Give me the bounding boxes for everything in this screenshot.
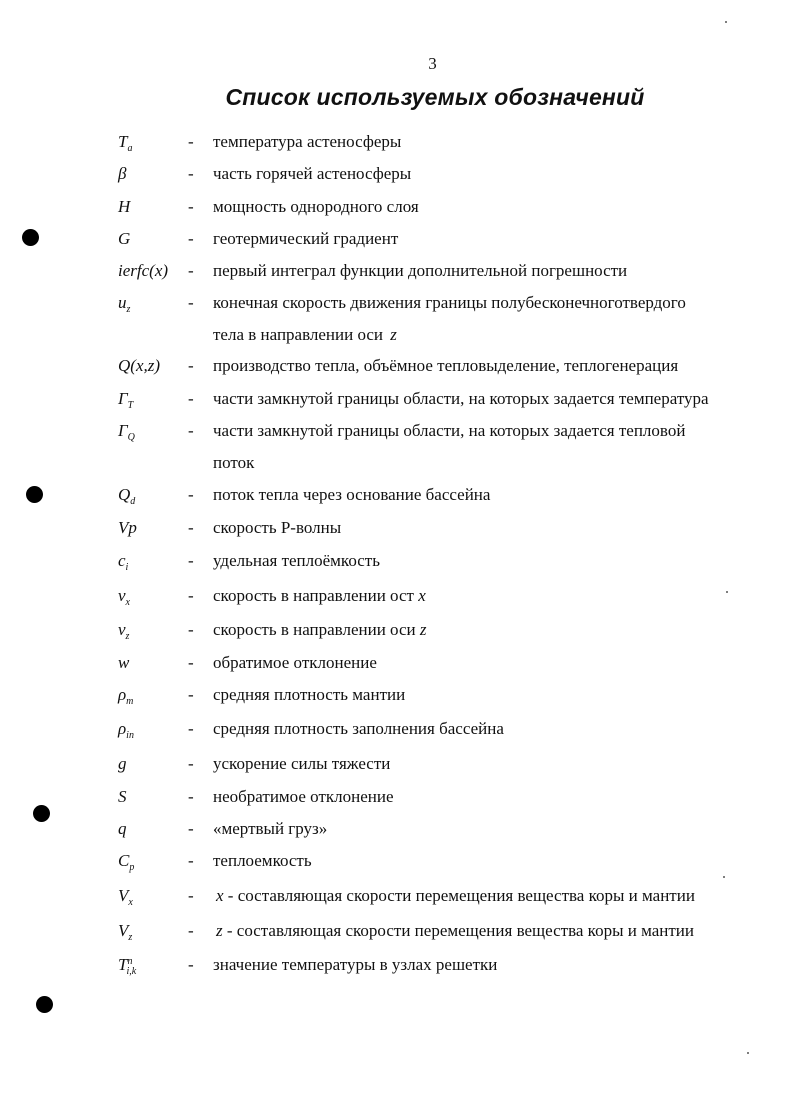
symbol-base: β bbox=[118, 164, 127, 183]
notation-description bbox=[213, 261, 773, 281]
notation-entry bbox=[0, 164, 797, 194]
notation-entry bbox=[0, 551, 797, 581]
symbol-subscript: a bbox=[127, 143, 133, 154]
description-text: средняя плотность заполнения бассейна bbox=[213, 719, 504, 738]
symbol-subscript: d bbox=[130, 496, 136, 507]
notation-entry bbox=[0, 955, 797, 985]
notation-description bbox=[213, 787, 773, 807]
page-title: Список используемых обозначений bbox=[225, 84, 645, 110]
notation-symbol bbox=[118, 485, 135, 505]
punch-hole-mark bbox=[33, 805, 50, 822]
notation-description bbox=[213, 886, 773, 906]
symbol-subscript: x bbox=[125, 597, 130, 608]
symbol-base: Γ bbox=[118, 389, 128, 408]
symbol-subscript: z bbox=[125, 631, 130, 642]
notation-description bbox=[213, 518, 773, 538]
symbol-base: T bbox=[118, 955, 128, 974]
description-text: тела в направлении оси bbox=[213, 325, 384, 344]
notation-entry bbox=[0, 421, 797, 472]
notation-symbol bbox=[118, 197, 130, 217]
description-text: поток тепла через основание бассейна bbox=[213, 485, 491, 504]
notation-entry bbox=[0, 485, 797, 515]
page-number: 3 bbox=[428, 54, 437, 73]
separator-dash: - bbox=[188, 921, 194, 940]
symbol-base: Γ bbox=[118, 421, 128, 440]
notation-entry bbox=[0, 518, 797, 548]
symbol-base: C bbox=[118, 851, 130, 870]
symbol-base: w bbox=[118, 653, 130, 672]
notation-symbol bbox=[118, 921, 132, 941]
symbol-base: v bbox=[118, 620, 126, 639]
separator-dash: - bbox=[188, 653, 194, 672]
symbol-base: u bbox=[118, 293, 127, 312]
notation-symbol bbox=[118, 754, 127, 774]
notation-entry bbox=[0, 586, 797, 616]
notation-symbol bbox=[118, 620, 129, 640]
description-text: - составляющая скорости перемещения вещества коры и мантии bbox=[227, 886, 695, 905]
notation-entry bbox=[0, 389, 797, 419]
description-text: скорость в направлении ост bbox=[213, 586, 414, 605]
notation-symbol bbox=[118, 164, 126, 184]
notation-symbol bbox=[118, 229, 130, 249]
notation-entry bbox=[0, 261, 797, 291]
symbol-base: v bbox=[118, 586, 126, 605]
notation-description bbox=[213, 719, 773, 739]
description-text: удельная теплоёмкость bbox=[213, 551, 380, 570]
symbol-subscript: p bbox=[129, 862, 135, 873]
notation-symbol bbox=[118, 886, 133, 906]
notation-entry bbox=[0, 886, 797, 916]
notation-symbol bbox=[118, 356, 160, 376]
notation-description bbox=[213, 356, 773, 376]
separator-dash: - bbox=[188, 819, 194, 838]
punch-hole-mark bbox=[26, 486, 43, 503]
notation-description bbox=[213, 921, 773, 941]
notation-symbol bbox=[118, 551, 128, 571]
separator-dash: - bbox=[188, 197, 194, 216]
separator-dash: - bbox=[188, 955, 194, 974]
description-text: значение температуры в узлах решетки bbox=[213, 955, 498, 974]
description-text: температура астеносферы bbox=[213, 132, 402, 151]
symbol-subscript: z bbox=[128, 932, 133, 943]
symbol-base: Q bbox=[118, 485, 131, 504]
notation-symbol bbox=[118, 132, 132, 152]
notation-entry bbox=[0, 229, 797, 259]
symbol-base: c bbox=[118, 551, 126, 570]
notation-entry bbox=[0, 356, 797, 386]
symbol-base: Q(x,z) bbox=[118, 356, 161, 375]
notation-entry bbox=[0, 685, 797, 715]
symbol-subscript: i,k bbox=[126, 966, 137, 977]
punch-hole-mark bbox=[22, 229, 39, 246]
notation-description bbox=[213, 955, 773, 975]
description-text: мощность однородного слоя bbox=[213, 197, 419, 216]
symbol-subscript: x bbox=[128, 897, 133, 908]
description-variable: z bbox=[390, 325, 397, 344]
symbol-base: Vp bbox=[118, 518, 137, 537]
symbol-base: g bbox=[118, 754, 127, 773]
symbol-subscript: Q bbox=[127, 432, 135, 443]
notation-description bbox=[213, 551, 773, 571]
notation-description bbox=[213, 685, 773, 705]
symbol-base: ierfc(x) bbox=[118, 261, 169, 280]
description-text: обратимое отклонение bbox=[213, 653, 377, 672]
notation-entry bbox=[0, 819, 797, 849]
separator-dash: - bbox=[188, 485, 194, 504]
notation-entry bbox=[0, 653, 797, 683]
notation-symbol bbox=[118, 389, 133, 409]
description-text: части замкнутой границы области, на которых задается температура bbox=[213, 389, 709, 408]
notation-entry bbox=[0, 197, 797, 227]
notation-symbol bbox=[118, 586, 130, 606]
symbol-base: q bbox=[118, 819, 127, 838]
punch-hole-mark bbox=[36, 996, 53, 1013]
description-text: первый интеграл функции дополнительной погрешности bbox=[213, 261, 628, 280]
notation-description bbox=[213, 197, 773, 217]
scan-speck bbox=[726, 591, 728, 593]
notation-description bbox=[213, 485, 773, 505]
symbol-base: V bbox=[118, 921, 129, 940]
description-variable: x bbox=[216, 886, 224, 905]
separator-dash: - bbox=[188, 356, 194, 375]
separator-dash: - bbox=[188, 164, 194, 183]
notation-symbol bbox=[118, 787, 127, 807]
symbol-base: S bbox=[118, 787, 127, 806]
scan-speck bbox=[723, 876, 725, 878]
notation-symbol bbox=[118, 293, 130, 313]
description-text: скорость Р-волны bbox=[213, 518, 342, 537]
notation-entry bbox=[0, 851, 797, 881]
description-variable: z bbox=[419, 620, 427, 639]
separator-dash: - bbox=[188, 586, 194, 605]
separator-dash: - bbox=[188, 229, 194, 248]
scan-speck bbox=[747, 1052, 749, 1054]
description-continuation bbox=[213, 325, 773, 345]
separator-dash: - bbox=[188, 719, 194, 738]
separator-dash: - bbox=[188, 132, 194, 151]
notation-description bbox=[213, 586, 773, 606]
notation-description bbox=[213, 164, 773, 184]
description-text: необратимое отклонение bbox=[213, 787, 394, 806]
notation-description bbox=[213, 754, 773, 774]
description-text: части замкнутой границы области, на которых задается тепловой bbox=[213, 421, 686, 440]
symbol-superscript: n bbox=[127, 956, 133, 967]
notation-description bbox=[213, 229, 773, 249]
scan-speck bbox=[725, 21, 727, 23]
description-variable: z bbox=[216, 921, 223, 940]
notation-description bbox=[213, 819, 773, 839]
notation-description bbox=[213, 389, 773, 409]
description-continuation bbox=[213, 453, 773, 473]
description-text: теплоемкость bbox=[213, 851, 312, 870]
description-text: ускорение силы тяжести bbox=[213, 754, 391, 773]
symbol-subscript: in bbox=[126, 730, 134, 741]
symbol-base: T bbox=[118, 132, 128, 151]
notation-description bbox=[213, 653, 773, 673]
description-text: конечная скорость движения границы полубесконечноготвердого bbox=[213, 293, 686, 312]
separator-dash: - bbox=[188, 754, 194, 773]
notation-symbol bbox=[118, 653, 129, 673]
notation-symbol bbox=[118, 719, 134, 739]
description-text: производство тепла, объёмное тепловыделение, теплогенерация bbox=[213, 356, 679, 375]
symbol-base: ρ bbox=[118, 719, 127, 738]
description-text: средняя плотность мантии bbox=[213, 685, 406, 704]
symbol-subscript: T bbox=[127, 400, 134, 411]
notation-symbol bbox=[118, 261, 168, 281]
notation-entry bbox=[0, 620, 797, 650]
description-text: геотермический градиент bbox=[213, 229, 399, 248]
notation-entry bbox=[0, 754, 797, 784]
description-text: - составляющая скорости перемещения вещества коры и мантии bbox=[226, 921, 695, 940]
description-text: скорость в направлении оси bbox=[213, 620, 416, 639]
notation-entry bbox=[0, 787, 797, 817]
notation-symbol bbox=[118, 851, 134, 871]
separator-dash: - bbox=[188, 620, 194, 639]
symbol-subscript: z bbox=[126, 304, 131, 315]
notation-symbol bbox=[118, 518, 137, 538]
notation-symbol bbox=[118, 955, 136, 975]
separator-dash: - bbox=[188, 261, 194, 280]
separator-dash: - bbox=[188, 389, 194, 408]
notation-entry bbox=[0, 921, 797, 951]
description-text: «мертвый груз» bbox=[213, 819, 328, 838]
separator-dash: - bbox=[188, 886, 194, 905]
separator-dash: - bbox=[188, 685, 194, 704]
symbol-base: ρ bbox=[118, 685, 127, 704]
separator-dash: - bbox=[188, 421, 194, 440]
notation-description bbox=[213, 421, 773, 473]
symbol-subscript: m bbox=[126, 696, 134, 707]
description-variable: x bbox=[418, 586, 426, 605]
notation-entry bbox=[0, 719, 797, 749]
symbol-base: V bbox=[118, 886, 129, 905]
separator-dash: - bbox=[188, 551, 194, 570]
notation-description bbox=[213, 620, 773, 640]
symbol-base: H bbox=[118, 197, 131, 216]
separator-dash: - bbox=[188, 518, 194, 537]
symbol-base: G bbox=[118, 229, 131, 248]
separator-dash: - bbox=[188, 787, 194, 806]
notation-description bbox=[213, 851, 773, 871]
notation-description bbox=[213, 132, 773, 152]
description-text: поток bbox=[213, 453, 255, 472]
notation-description bbox=[213, 293, 773, 345]
symbol-subscript: i bbox=[125, 562, 129, 573]
separator-dash: - bbox=[188, 293, 194, 312]
notation-entry bbox=[0, 132, 797, 162]
description-text: часть горячей астеносферы bbox=[213, 164, 412, 183]
notation-entry bbox=[0, 293, 797, 344]
notation-symbol bbox=[118, 685, 133, 705]
notation-symbol bbox=[118, 421, 135, 441]
separator-dash: - bbox=[188, 851, 194, 870]
notation-symbol bbox=[118, 819, 127, 839]
